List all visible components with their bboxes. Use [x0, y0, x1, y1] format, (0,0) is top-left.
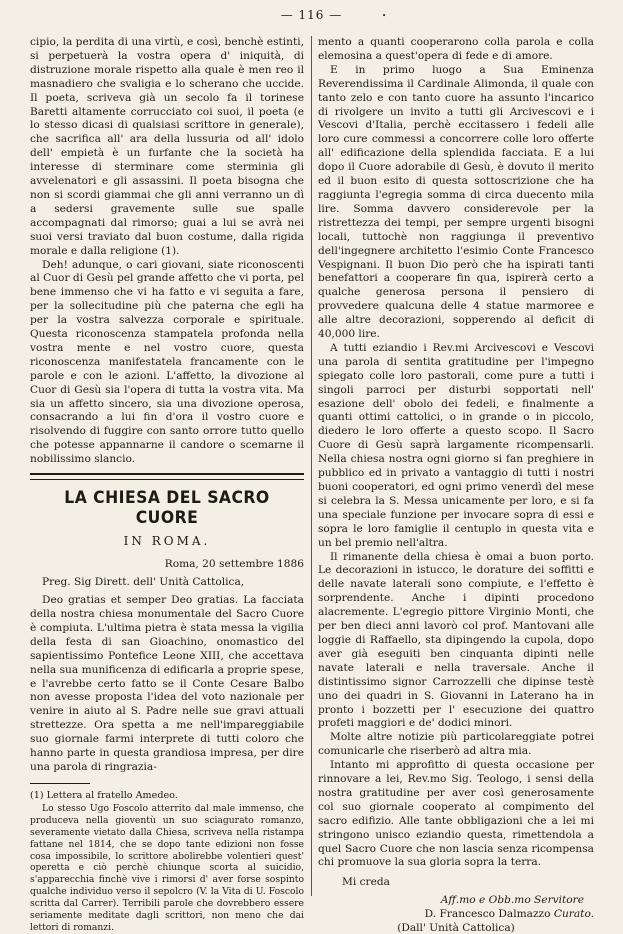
footnote-divider [30, 783, 90, 784]
right-paragraph-1: mento a quanti cooperarono colla parola e colla elemosina a quest'opera di fede e di amore. [318, 36, 594, 62]
right-paragraph-5: Molte altre notizie più particolareggiate potrei comunicarle che riserberò ad altra mia. [318, 731, 594, 758]
section-divider [30, 473, 304, 480]
signature-name: D. Francesco Dalmazzo [424, 908, 551, 921]
right-paragraph-3: A tutti eziandio i Rev.mi Arcivescovi e Vescovi una parola di sentita gratitudine per l'impegno spiegato colle loro pastorali, come pure a tutti i singoli parroci per disturbi sopportati nell' esazione dell' obolo dei fedeli, e finalmente a quanti ottimi cattolici, o in grande o in piccolo, diedero le loro offerte a questo scopo. Il Sacro Cuore di Gesù saprà largamente ricompensarli. Nella chiesa nostra ogni giorno si fan preghiere in pubblico ed in privato a vantaggio di tutti i nostri buoni cooperatori, ed ogni primo venerdì del mese si celebra la S. Messa unicamente per loro, e si fa una speciale funzione per invocare sopra di essi e sopra le loro famiglie il centuplo in questa vita e un bel premio nell'altra. [318, 341, 594, 549]
signature-title: Curato. [553, 908, 594, 921]
page-number: — 116 — [280, 8, 343, 22]
left-paragraph-2: Deh! adunque, o cari giovani, siate riconoscenti al Cuor di Gesù pel grande affetto che vi porta, pel bene immenso che vi ha fatto e vi seguita a fare, per la sollecitudine più che paterna che egli ha per la vostra salvezza corporale e spirituale. Questa riconoscenza stampatela profonda nella vostra mente e nel vostro cuore, questa riconoscenza manifestatela francamente con le parole e con le azioni. L'affetto, la divozione al Cuor di Gesù sia l'opera di tutta la vostra vita. Ma sia un affetto sincero, sia una divozione operosa, consacrando a lui fin d'ora il vostro cuore e risolvendo di fuggire con santo orrore tutto quello che potesse appannarne il candore o scemarne il nobilissimo slancio. [30, 258, 304, 466]
letter-salutation: Preg. Sig Dirett. dell' Unità Cattolica, [42, 576, 245, 589]
right-column [318, 36, 594, 934]
footnote-text: Lo stesso Ugo Foscolo atterrito dal male immenso, che produceva nella gioventù un suo sciagurato romanzo, severamente vietato dalla Chiesa, scriveva nella ristampa fattane nel 1814, che se dopo tante edizioni non fosse cosa impossibile, lo scrittore abolirebbe volentieri quest' operetta e ciò perchè chiunque scorta al suicidio, s'apparecchia finchè vive i rimorsi d' aver forse sospinto qualche individuo verso il sepolcro (V. la Vita di U. Foscolo scritta dal Carrer). Terribili parole che dovrebbero essere seriamente meditate dagli scrittori, non meno che dai lettori di romanzi. [30, 802, 304, 933]
article-subtitle: IN ROMA. [123, 534, 211, 549]
left-paragraph-1: cipio, la perdita di una virtù, e così, benchè estinti, si perpetuerà la vostra opera d' iniquità, di distruzione morale rispetto alla quale è men reo il masnadiero che svaligia e lo scherano che uccide. Il poeta, scriveva già un secolo fa il torinese Baretti altamente corrucciato coi suoi, il poeta (e lo stesso dicasi di qualsiasi scrittore in generale), che sacrifica all' ara della lussuria od all' idolo dell' empietà è un furfante che la società ha interesse di sterminare come sterminia gli avvelenatori e gli assassini. Il poeta bisogna che non si scordi giammai che gli anni verranno un dì a sedersi gravemente sulle sue spalle accompagnati dal rimorso; guai a lui se avrà nei suoi versi traviato dal buon costume, dalla rigida morale e dalla religione (1). [30, 36, 304, 257]
right-paragraph-4: Il rimanente della chiesa è omai a buon porto. Le decorazioni in istucco, le dorature dei soffitti e delle navate laterali sono compiute, e l'effetto è sorprendente. Anche i dipinti procedono alacremente. L'egregio pittore Virginio Monti, che per ben dieci anni lavorò col prof. Mantovani alle loggie di Raffaello, sta dipingendo la cupola, dopo aver già eseguiti ben cinquanta dipinti nelle navate laterali e nella traversale. Anche il distintissimo signor Carrozzelli che dipinse testè uno dei quadri in S. Giovanni in Laterano ha in pronto i bozzetti per l' esecuzione dei quattro profeti maggiori e de' dodici minori. [318, 550, 594, 730]
footnote-title: (1) Lettera al fratello Amedeo. [30, 789, 178, 801]
letter-signoff: Mi creda [342, 876, 390, 889]
left-paragraph-3: Deo gratias et semper Deo gratias. La facciata della nostra chiesa monumentale del Sacro Cuore è compiuta. L'ultima pietra è stata messa la vigilia della festa di san Gioachino, onomastico del sapientissimo Pontefice Leone XIII, che accettava nella sua munificenza di edificarla a proprie spese, e l'avrebbe certo fatto se il Conte Cesare Balbo non avesse proposta l'idea del voto nazionale per venire in aiuto al S. Padre nelle sue gravi attuali strettezze. Ora spetta a me nell'impareggiabile suo giornale farmi interprete di tutti coloro che hanno parte in questa grandiosa impresa, per dire una parola di ringrazia- [30, 594, 304, 773]
article-source: (Dall' Unità Cattolica) [397, 922, 515, 934]
right-paragraph-2: E in primo luogo a Sua Eminenza Reverendissima il Cardinale Alimonda, il quale con tanto zelo e con tanto cuore ha assunto l'incarico di rivolgere un invito a tutti gli Arcivescovi e i Vescovi d'Italia, perchè eccitassero i fedeli alle loro cure commessi a concorrere colle loro offerte all' edificazione della splendida facciata. E a lui dopo il Cuore adorabile di Gesù, è dovuto il merito ed il buon esito di questa sottoscrizione che ha raggiunta l'egregia somma di circa duecento mila lire. Somma davvero considerevole per la ristrettezza dei tempi, per sempre urgenti bisogni locali, tuttochè non raggiunga il preventivo dell'ingegnere architetto l'esimio Conte Francesco Vespignani. Il buon Dio però che ha ispirati tanti benefattori a cooperare fin qua, ispirerà certo a qualche generosa persona il pensiero di provvedere qualcuna delle 4 statue marmoree e alle altre decorazioni, sopperendo al deficit di 40,000 lire. [318, 63, 594, 341]
right-paragraph-6: Intanto mi approfitto di questa occasione per rinnovare a lei, Rev.mo Sig. Teologo, i sensi della nostra gratitudine per aver così generosamente col suo giornale cooperato al compimento del sacro edifizio. Alle tante obbligazioni che a lei mi stringono unisco eziandio questa, rimettendola a quel Sacro Cuore che non lascia senza ricompensa chi promuove la sua gloria sopra la terra. [318, 759, 594, 869]
letter-closing: Aff.mo e Obb.mo Servitore [440, 894, 584, 907]
letter-date: Roma, 20 settembre 1886 [164, 558, 304, 571]
corner-mark: • [382, 12, 387, 20]
left-column [30, 36, 304, 933]
article-title: LA CHIESA DEL SACRO CUORE [64, 488, 270, 529]
column-divider [311, 36, 312, 896]
letter-signature [318, 908, 594, 920]
